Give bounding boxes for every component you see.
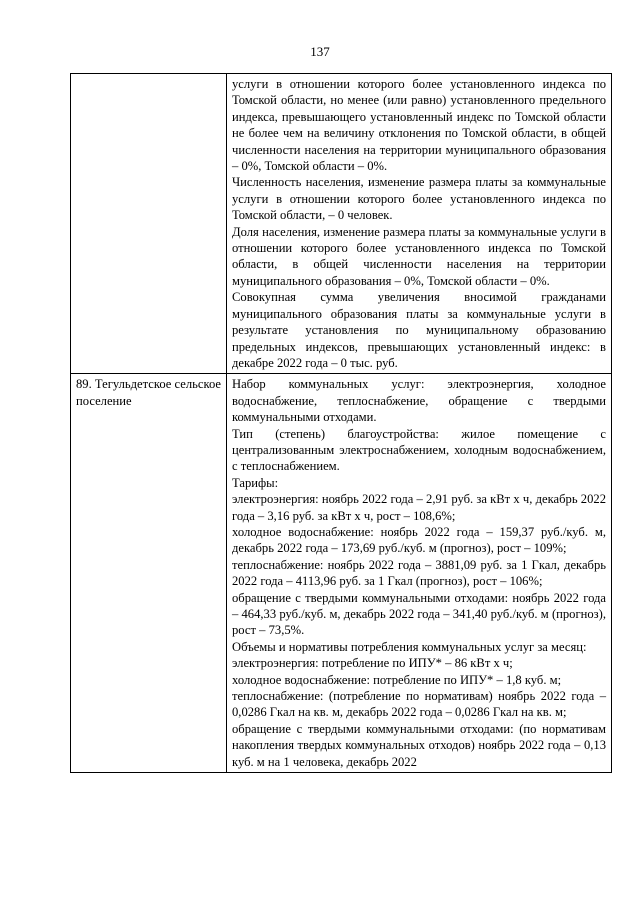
page-number: 137 [310,44,330,59]
paragraph: услуги в отношении которого более установленного индекса по Томской области, но менее (или равно) установленного предельного индекса, превышающего установленный индекс по Томской области не более чем на величину отклонения по Томской области, в общей численности населения на территории муниципального образования – 0%, Томской области – 0%. [232,77,606,174]
paragraph: электроэнергия: ноябрь 2022 года – 2,91 руб. за кВт х ч, декабрь 2022 года – 3,16 руб. за кВт х ч, рост – 108,6%; [232,492,606,523]
paragraph: Совокупная сумма увеличения вносимой гражданами муниципального образования платы за коммунальные услуги в результате установления по муниципальному образованию предельных индексов, превышающих установленный индекс: в декабре 2022 года – 0 тыс. руб. [232,290,606,370]
paragraph: теплоснабжение: ноябрь 2022 года – 3881,09 руб. за 1 Гкал, декабрь 2022 года – 4113,96 руб. за 1 Гкал (прогноз), рост – 106%; [232,557,606,589]
paragraph: Набор коммунальных услуг: электроэнергия, холодное водоснабжение, теплоснабжение, обращение с твердыми коммунальными отходами. [232,377,606,425]
paragraph: Объемы и нормативы потребления коммунальных услуг за месяц: [232,639,587,654]
paragraph: электроэнергия: потребление по ИПУ* – 86 кВт х ч; [232,656,513,671]
municipality-cell [71,374,227,773]
municipality-label: 89. Тегульдетское сельское поселение [76,377,222,408]
paragraph: Доля населения, изменение размера платы за коммунальные услуги в отношении которого более установленного индекса по Томской области, в общей численности населения на территории муниципального образования – 0%, Томской области – 0%. [232,224,606,288]
paragraph: Численность населения, изменение размера платы за коммунальные услуги в отношении которого более установленного индекса по Томской области, – 0 человек. [232,175,606,223]
municipality-cell [71,74,227,374]
document-table [70,73,612,773]
paragraph: обращение с твердыми коммунальными отходами: (по нормативам накопления твердых коммунальных отходов) ноябрь 2022 года – 0,13 куб. м на 1 человека, декабрь 2022 [232,721,606,769]
table-row [71,74,612,374]
paragraph: Тарифы: [232,475,279,490]
paragraph: обращение с твердыми коммунальными отходами: ноябрь 2022 года – 464,33 руб./куб. м, декабрь 2022 года – 341,40 руб./куб. м (прогноз), рост – 73,5%. [232,590,606,638]
table-row [71,374,612,773]
paragraph: холодное водоснабжение: ноябрь 2022 года – 159,37 руб./куб. м, декабрь 2022 года – 173,69 руб./куб. м (прогноз), рост – 109%; [232,524,606,556]
paragraph: теплоснабжение: (потребление по нормативам) ноябрь 2022 года – 0,0286 Гкал на кв. м, декабрь 2022 года – 0,0286 Гкал на кв. м; [232,689,606,720]
paragraph: холодное водоснабжение: потребление по ИПУ* – 1,8 куб. м; [232,672,562,687]
description-cell [227,74,612,374]
paragraph: Тип (степень) благоустройства: жилое помещение с централизованным электроснабжением, холодным водоснабжением, с теплоснабжением. [232,426,606,474]
description-cell [227,374,612,773]
